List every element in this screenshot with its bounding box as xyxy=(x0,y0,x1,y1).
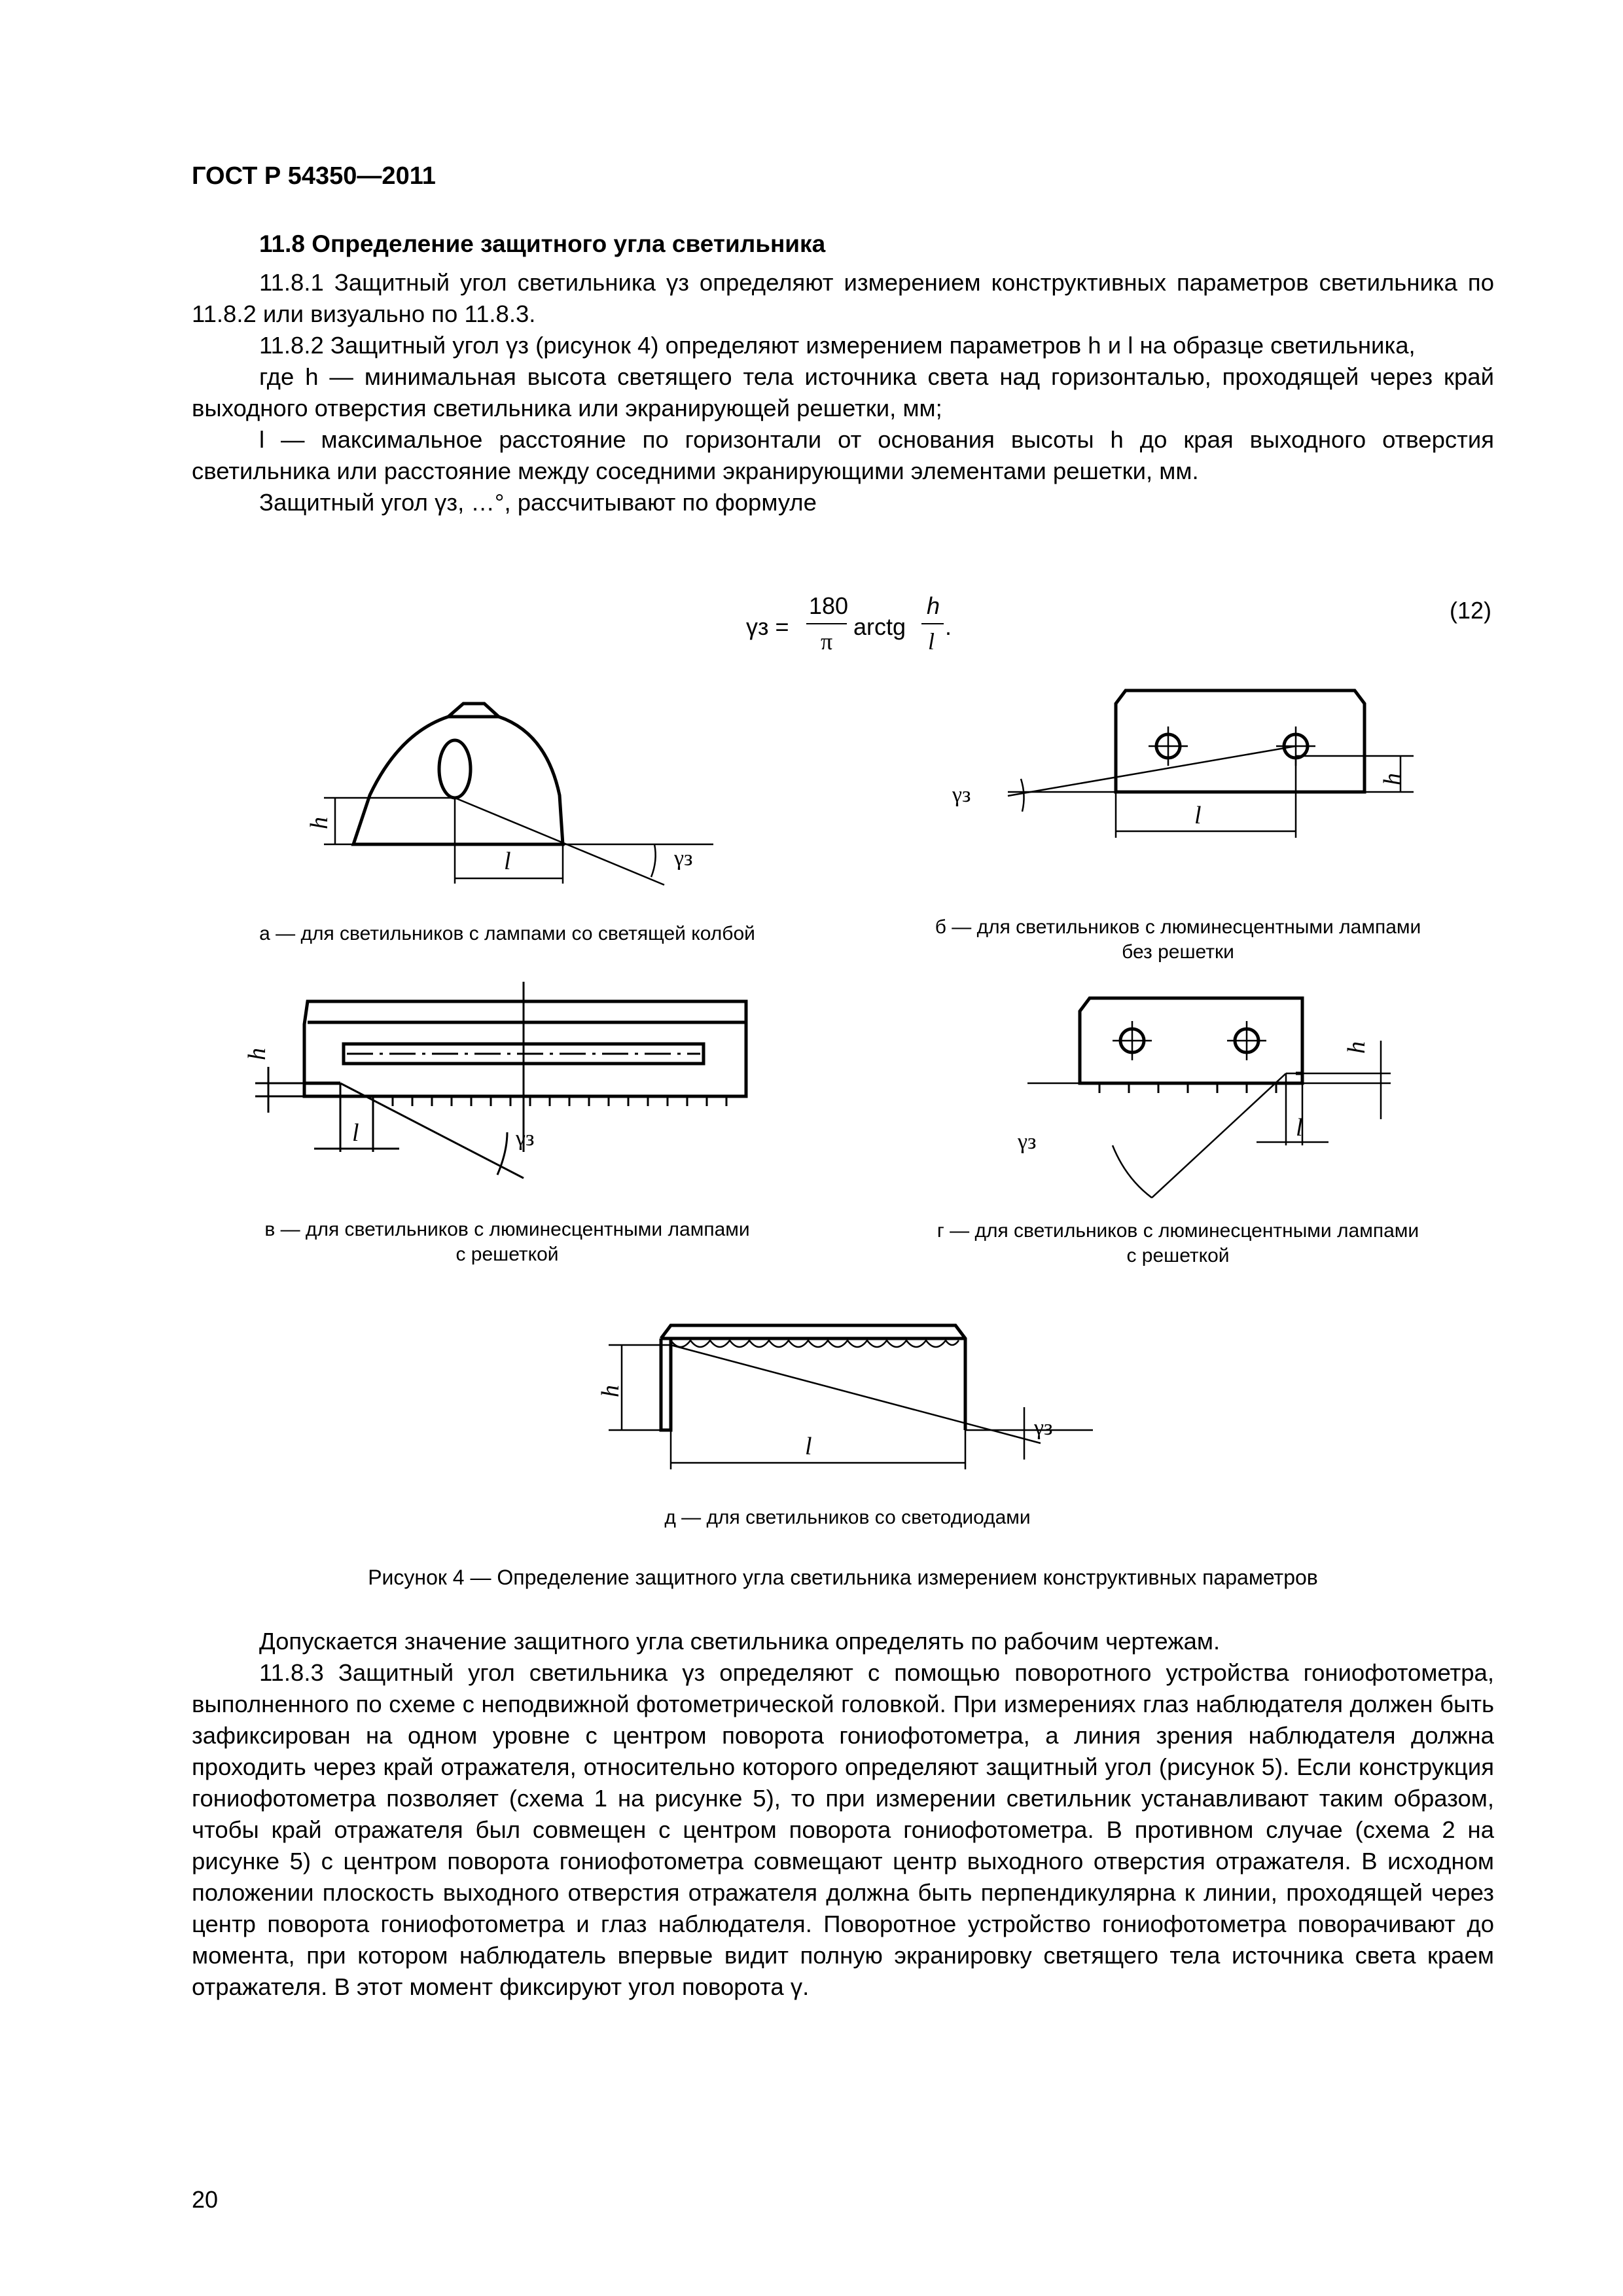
figure-v-diagram xyxy=(243,982,825,1230)
label-l: l xyxy=(1194,802,1202,829)
label-gamma: γз xyxy=(674,846,693,870)
caption-b-line1: б — для светильников с люминесцентными лампами xyxy=(935,916,1421,938)
label-h: h xyxy=(1343,1041,1370,1054)
label-gamma: γз xyxy=(1018,1130,1037,1154)
definition-l: l — максимальное расстояние по горизонтали от основания высоты h до края выходного отверстия светильника или расстояние между соседними экранирующими элементами решетки, мм. xyxy=(192,426,1494,484)
page-number: 20 xyxy=(192,2186,219,2213)
caption-g-line2: с решеткой xyxy=(1126,1245,1230,1266)
formula-numerator: 180 xyxy=(809,592,849,619)
fraction-bar-2 xyxy=(921,623,944,624)
figure-a-diagram xyxy=(288,687,785,910)
formula-intro: Защитный угол γз, …°, рассчитывают по формуле xyxy=(259,489,817,516)
label-l: l xyxy=(504,848,511,875)
formula-frac-num: h xyxy=(927,592,940,619)
figure-caption: Рисунок 4 — Определение защитного угла светильника измерением конструктивных параметров xyxy=(368,1566,1318,1589)
body-text-bottom xyxy=(192,1626,1494,2003)
label-gamma: γз xyxy=(1034,1416,1053,1440)
figure-b-diagram xyxy=(942,674,1466,870)
formula-lhs: γз = xyxy=(746,613,789,640)
label-gamma: γз xyxy=(952,783,971,807)
formula-number: (12) xyxy=(1450,597,1492,624)
label-gamma: γз xyxy=(516,1126,535,1151)
caption-a: а — для светильников с лампами со светящей колбой xyxy=(259,923,755,944)
caption-d: д — для светильников со светодиодами xyxy=(664,1507,1031,1528)
figure-g-diagram xyxy=(1014,982,1472,1217)
formula-func: arctg xyxy=(853,613,906,640)
formula-frac-den: l xyxy=(928,628,935,655)
body-text-top xyxy=(192,267,1494,518)
paragraph-11-8-2: 11.8.2 Защитный угол γз (рисунок 4) определяют измерением параметров h и l на образце светильника, xyxy=(259,332,1416,359)
label-l: l xyxy=(352,1119,359,1147)
section-title: 11.8 Определение защитного угла светильника xyxy=(259,230,826,257)
label-l: l xyxy=(1296,1114,1303,1141)
label-h: h xyxy=(1379,773,1406,785)
paragraph-11-8-1: 11.8.1 Защитный угол светильника γз определяют измерением конструктивных параметров светильника по 11.8.2 или визуально по 11.8.3. xyxy=(192,269,1494,327)
label-h: h xyxy=(243,1048,271,1060)
caption-g-line1: г — для светильников с люминесцентными лампами xyxy=(936,1220,1419,1242)
fraction-bar xyxy=(806,623,847,624)
caption-b-line2: без решетки xyxy=(1122,941,1234,963)
label-h: h xyxy=(306,817,333,829)
figure-d-diagram xyxy=(589,1309,1126,1492)
formula-12 xyxy=(746,592,955,664)
formula-denominator: π xyxy=(821,628,833,655)
document-header: ГОСТ Р 54350—2011 xyxy=(192,162,436,190)
caption-v-line2: с решеткой xyxy=(455,1244,559,1265)
caption-v-line1: в — для светильников с люминесцентными лампами xyxy=(264,1219,750,1240)
paragraph-drawings: Допускается значение защитного угла светильника определять по рабочим чертежам. xyxy=(259,1628,1221,1655)
label-l: l xyxy=(805,1433,812,1460)
formula-tail: . xyxy=(945,613,952,640)
definition-h: где h — минимальная высота светящего тела источника света над горизонталью, проходящей через край выходного отверстия светильника или экранирующей решетки, мм; xyxy=(192,363,1494,422)
label-h: h xyxy=(597,1385,624,1397)
paragraph-11-8-3: 11.8.3 Защитный угол светильника γз определяют с помощью поворотного устройства гониофотометра, выполненного по схеме с неподвижной фотометрической головкой. При измерениях глаз наблюдателя должен быть зафиксирован на одном уровне с центром поворота гониофотометра, а линия зрения наблюдателя должна проходить через край отражателя, относительно которого определяют защитный угол (рисунок 5). Если конструкция гониофотометра позволяет (схема 1 на рисунке 5), то при измерении светильник устанавливают таким образом, чтобы край отражателя был совмещен с центром поворота гониофотометра. В противном случае (схема 2 на рисунке 5) с центром поворота гониофотометра совмещают центр выходного отверстия отражателя. В исходном положении плоскость выходного отверстия отражателя должна быть перпендикулярна к линии, проходящей через центр поворота гониофотометра и глаз наблюдателя. Поворотное устройство гониофотометра поворачивают до момента, при котором наблюдатель впервые видит полную экранировку светящего тела источника света краем отражателя. В этот момент фиксируют угол поворота γ. xyxy=(192,1659,1494,2000)
